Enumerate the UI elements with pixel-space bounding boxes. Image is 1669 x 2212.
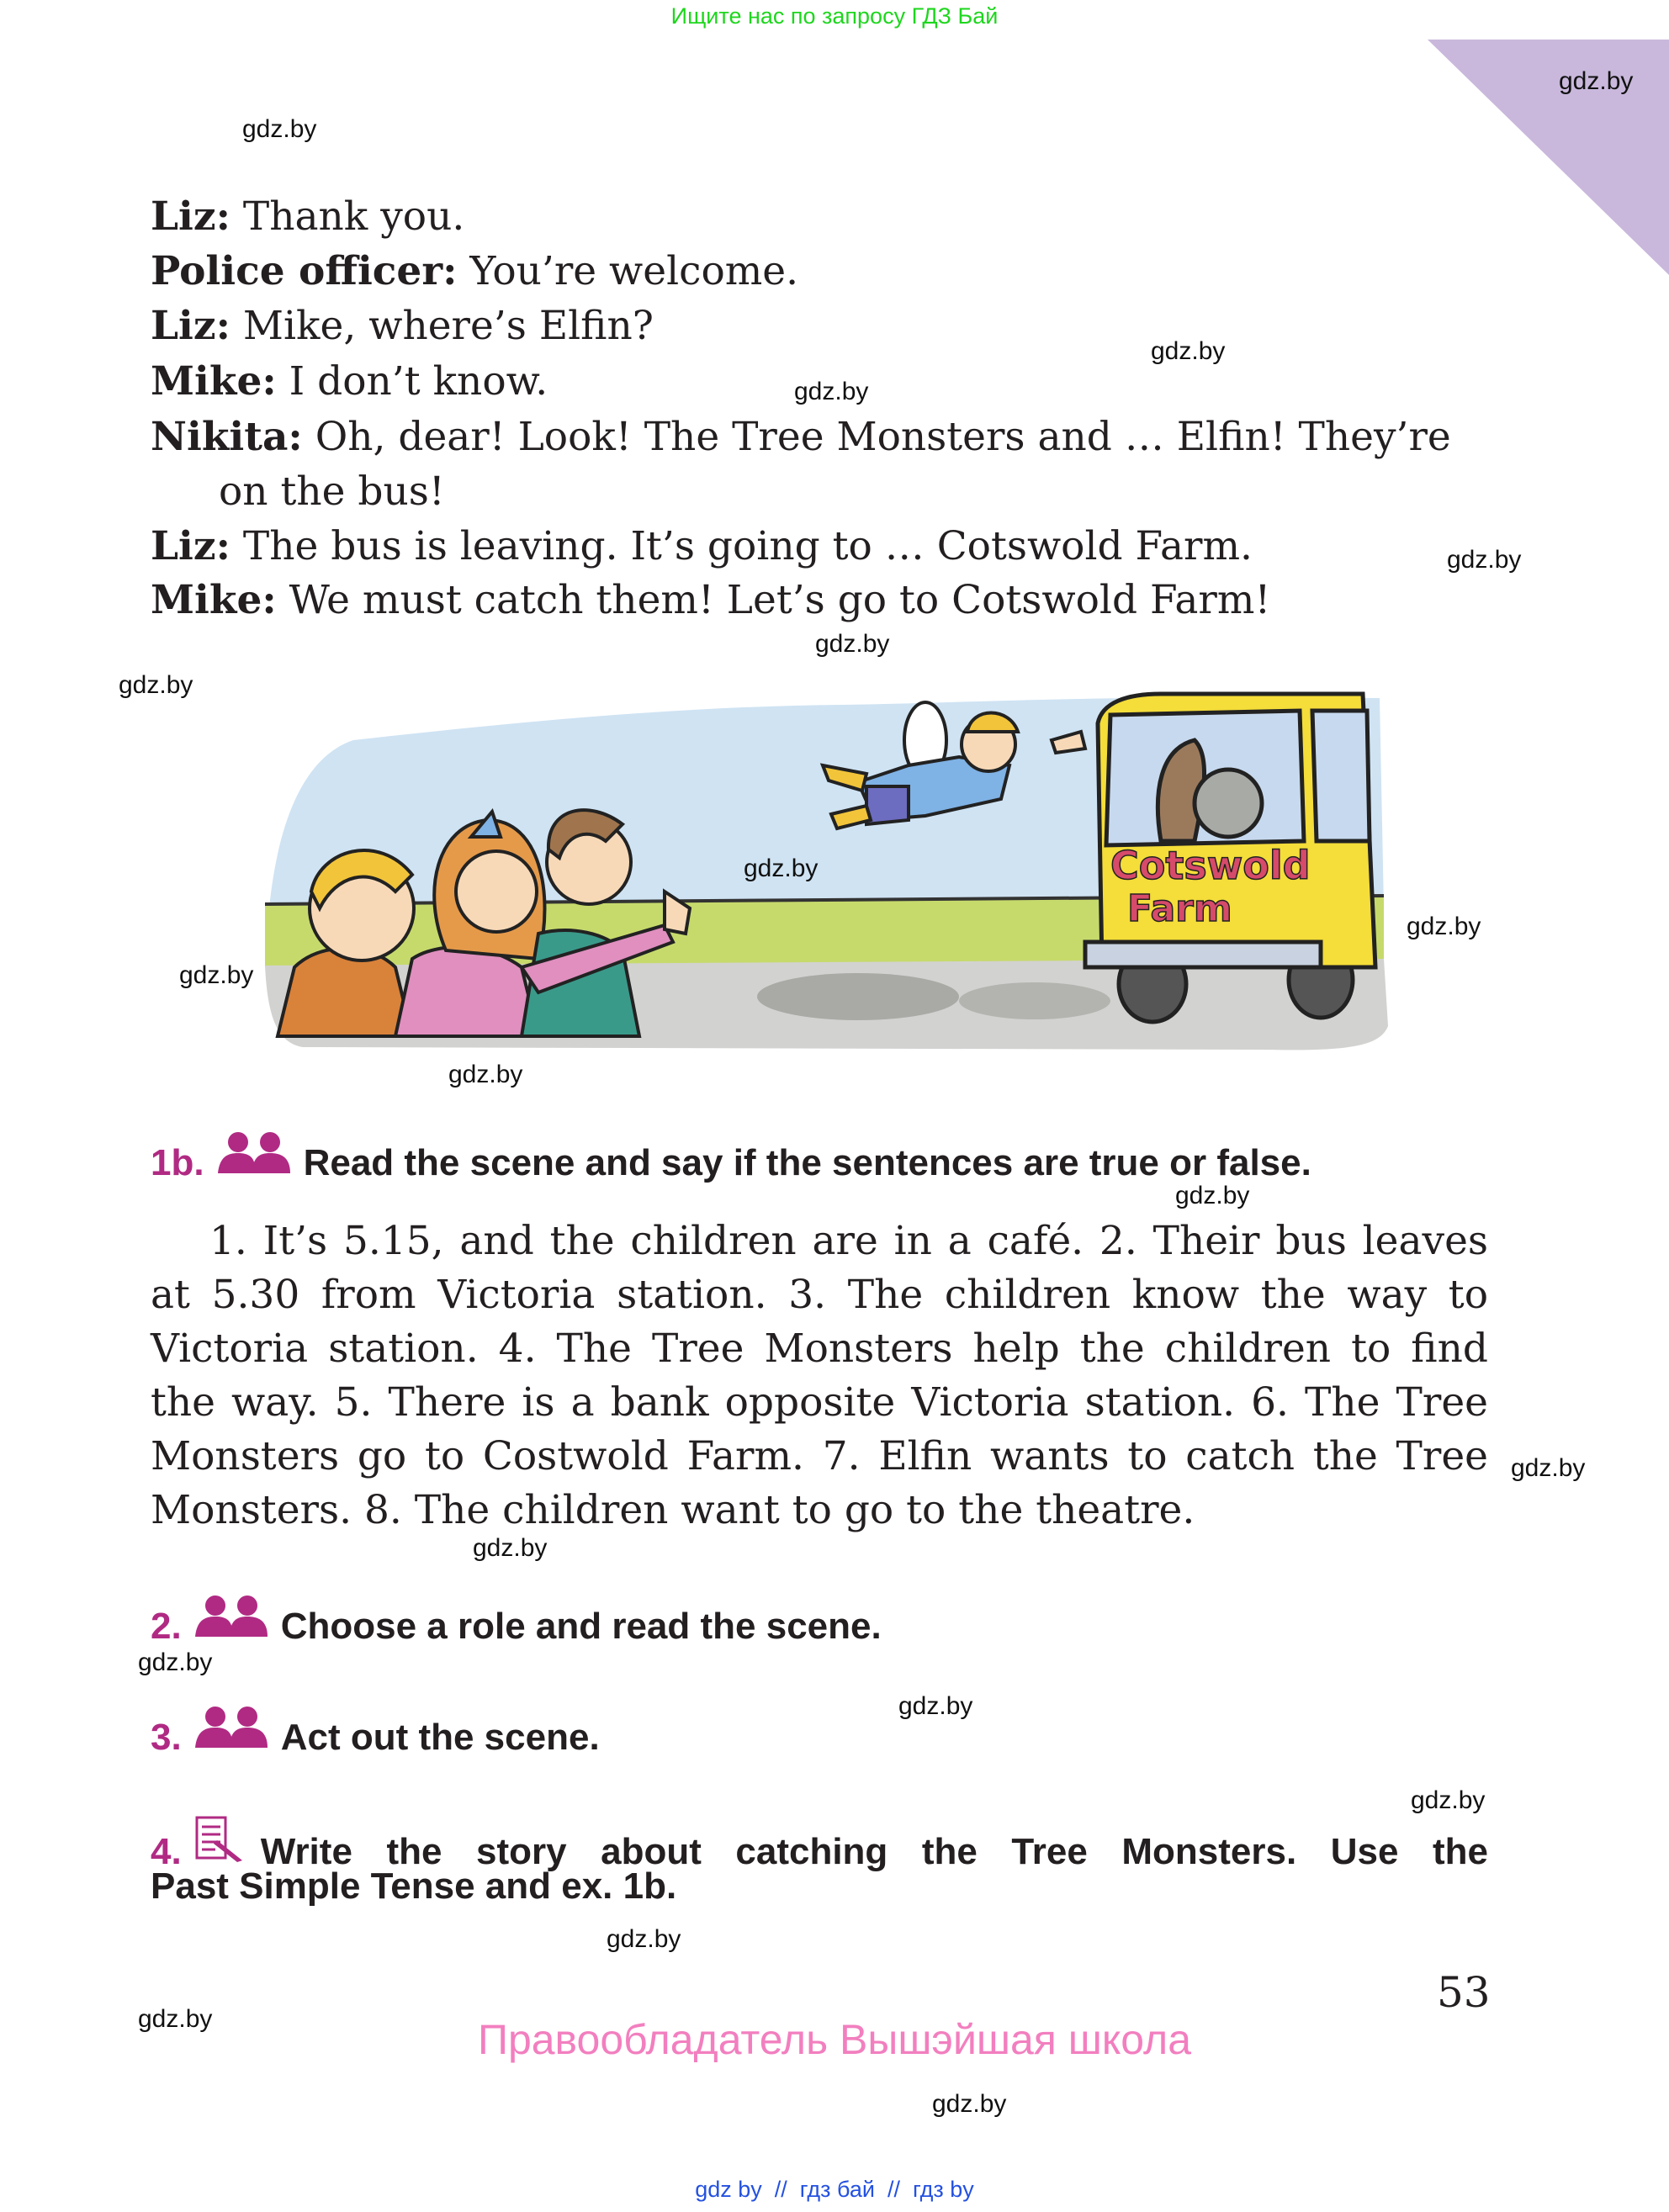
watermark: gdz.by (473, 1534, 548, 1562)
watermark: gdz.by (898, 1692, 973, 1720)
task-text: Past Simple Tense and ex. 1b. (151, 1865, 677, 1907)
speaker: Mike: (151, 358, 277, 405)
pair-work-icon (216, 1131, 292, 1184)
watermark: gdz.by (1407, 913, 1481, 940)
watermark: gdz.by (744, 855, 819, 882)
watermark: gdz.by (1447, 546, 1522, 574)
search-hint: Ищите нас по запросу ГДЗ Бай (670, 3, 999, 29)
task-text: Write the story about catching the Tree Monsters. Use the (260, 1831, 1488, 1872)
dialogue-line (219, 464, 445, 519)
task-4-heading (151, 1815, 1488, 1873)
task-text: Choose a role and read the scene. (280, 1606, 882, 1647)
dialogue-line (151, 410, 1451, 464)
dialogue-line (151, 354, 548, 409)
task-3-heading (151, 1706, 600, 1759)
task-number: 4. (151, 1831, 182, 1872)
speaker: Liz: (151, 193, 230, 240)
task-number: 2. (151, 1606, 182, 1647)
task-2-heading (151, 1595, 882, 1648)
line-text: Oh, dear! Look! The Tree Monsters and … Elfin! They’re (302, 414, 1451, 460)
dialogue-line (151, 573, 1270, 627)
bottom-links[interactable]: gdz by // гдз бай // гдз by (695, 2177, 974, 2202)
writing-icon (193, 1815, 249, 1873)
line-text: Mike, where’s Elfin? (230, 303, 654, 349)
speaker: Police officer: (151, 248, 458, 294)
watermark: gdz.by (607, 1925, 681, 1953)
watermark: gdz.by (119, 671, 193, 699)
watermark: gdz.by (1559, 67, 1634, 95)
line-text: We must catch them! Let’s go to Cotswold Farm! (276, 577, 1271, 623)
watermark: gdz.by (1151, 337, 1226, 365)
dialogue-line (151, 189, 464, 244)
speaker: Mike: (151, 577, 277, 623)
speaker: Liz: (151, 523, 230, 569)
dialogue-line (151, 244, 798, 299)
line-text: Thank you. (230, 193, 465, 240)
line-text: The bus is leaving. It’s going to … Cotswold Farm. (230, 523, 1253, 569)
task-number: 3. (151, 1717, 182, 1758)
watermark: gdz.by (1411, 1786, 1486, 1814)
statements-paragraph: 1. It’s 5.15, and the children are in a café. 2. Their bus leaves at 5.30 from Victoria station. 3. The children know the way to Victoria station. 4. The Tree Monsters help the children to find the way. 5. There is a bank opposite Victoria station. 6. The Tree Monsters go to Costwold Farm. 7. Elfin wants to catch the Tree Monsters. 8. The children want to go to the theatre. (151, 1218, 1488, 1533)
watermark: gdz.by (794, 378, 869, 405)
pair-work-icon (193, 1595, 269, 1648)
task-number: 1b. (151, 1142, 204, 1183)
watermark: gdz.by (1511, 1454, 1586, 1482)
line-text: on the bus! (219, 468, 445, 515)
watermark: gdz.by (179, 961, 254, 989)
task-4-line2 (151, 1865, 676, 1908)
bus-sign-line1: Cotswold (1110, 843, 1311, 888)
watermark: gdz.by (815, 630, 890, 658)
task-4-prefix (151, 1815, 261, 1873)
dialogue-line (151, 299, 654, 353)
speaker: Liz: (151, 303, 230, 349)
watermark: gdz.by (138, 2005, 213, 2033)
task-1b-heading (151, 1131, 1311, 1184)
bus-sign-line2: Farm (1127, 887, 1232, 930)
line-text: You’re welcome. (457, 248, 799, 294)
line-text: I don’t know. (276, 358, 548, 405)
watermark: gdz.by (138, 1648, 213, 1676)
story-illustration (252, 681, 1396, 1056)
watermark: gdz.by (932, 2090, 1007, 2118)
task-text: Act out the scene. (280, 1717, 600, 1758)
watermark: gdz.by (448, 1061, 523, 1088)
watermark: gdz.by (1175, 1182, 1250, 1209)
dialogue-line (151, 519, 1253, 574)
pair-work-icon (193, 1706, 269, 1759)
page-number: 53 (1437, 1968, 1491, 2017)
speaker: Nikita: (151, 414, 303, 460)
watermark: gdz.by (242, 115, 317, 143)
task-text: Read the scene and say if the sentences are true or false. (303, 1142, 1311, 1183)
copyright-holder: Правообладатель Вышэйшая школа (478, 2016, 1191, 2063)
